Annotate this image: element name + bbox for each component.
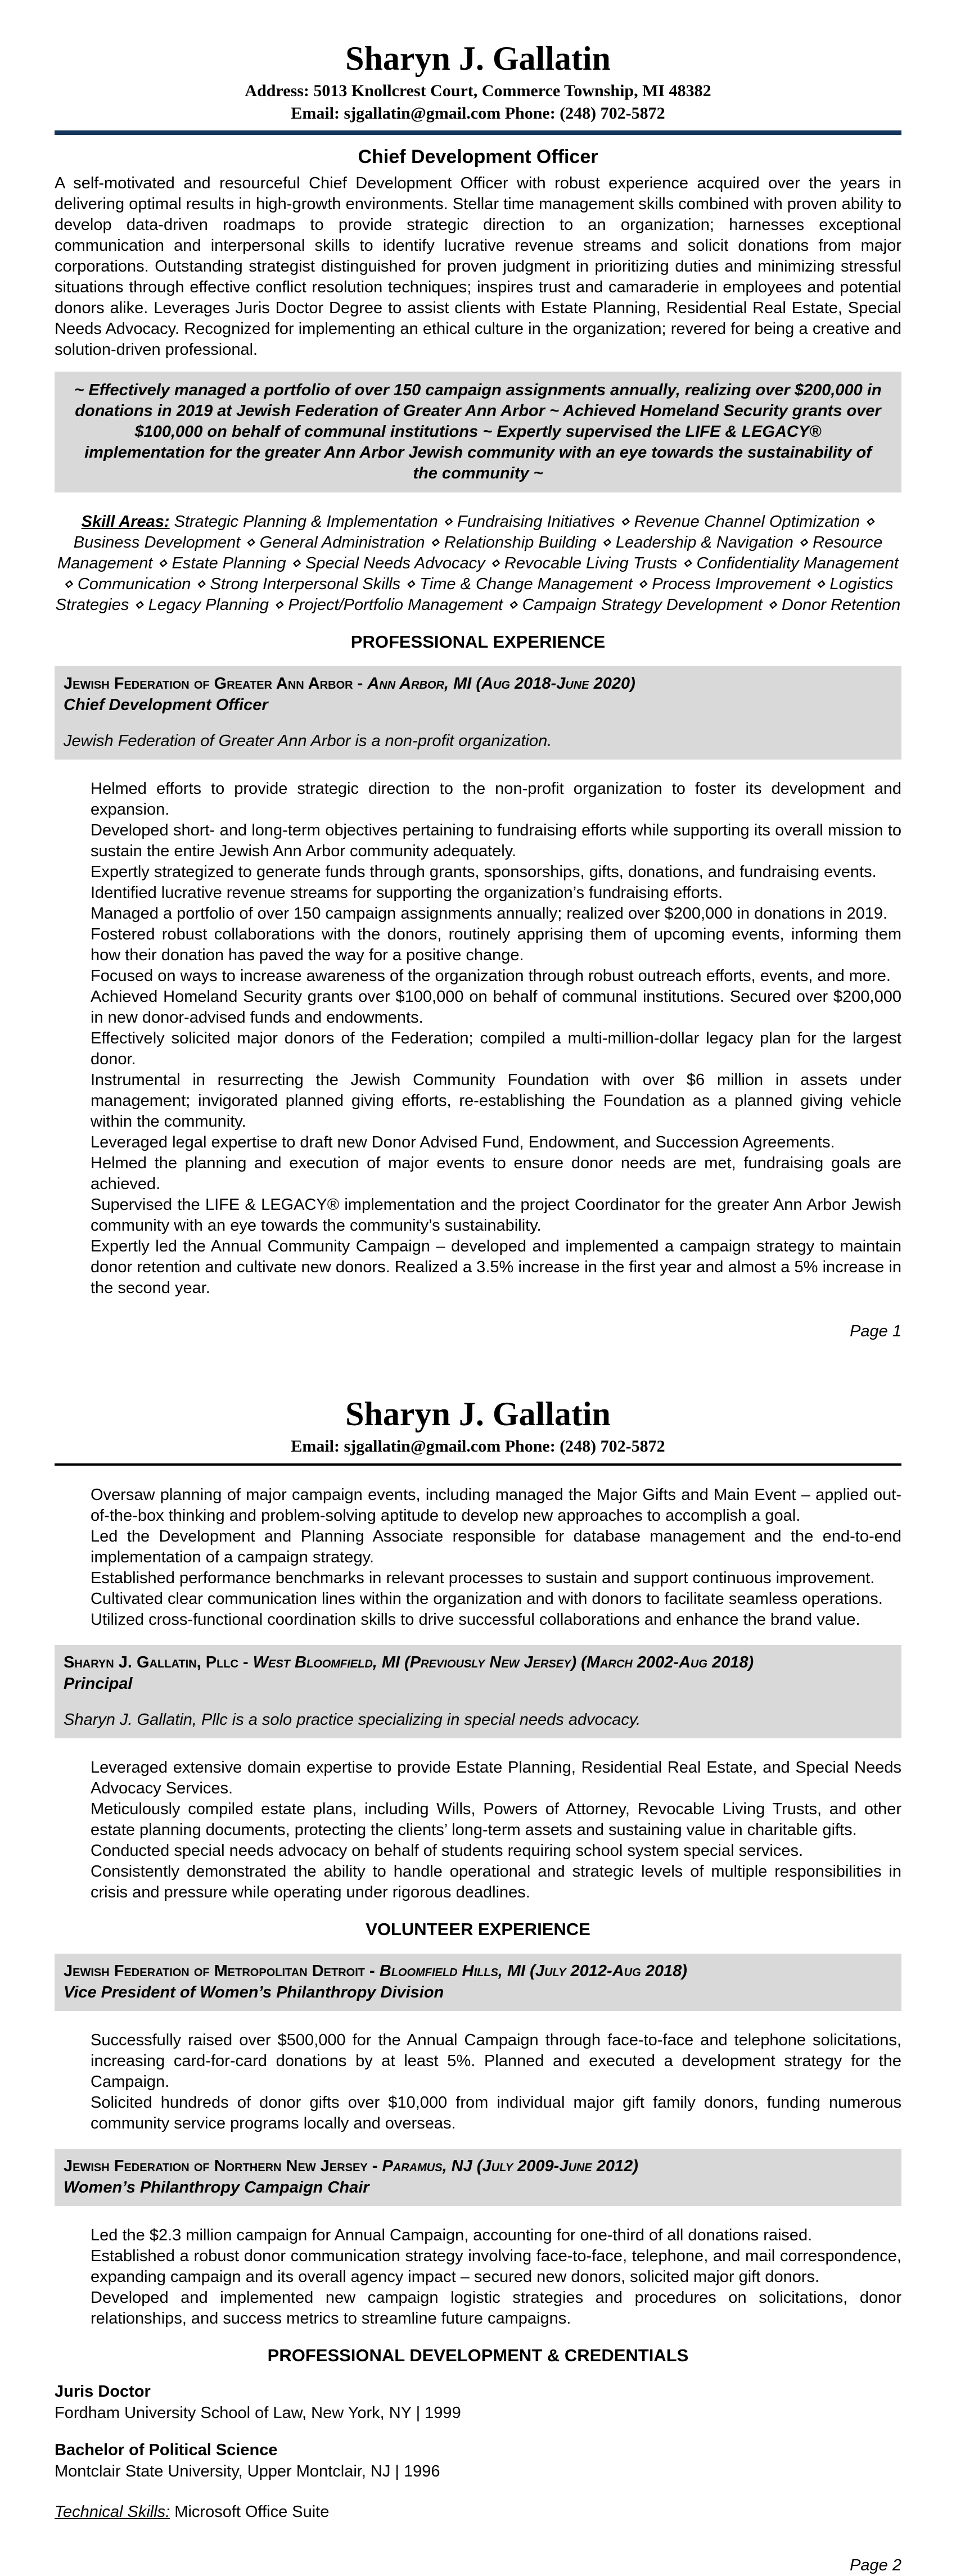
job-duty-item: Established performance benchmarks in relevant processes to sustain and support continuous improvement. (91, 1569, 875, 1587)
candidate-name: Sharyn J. Gallatin (345, 40, 611, 77)
volunteer-duty-item: Led the $2.3 million campaign for Annual Campaign, accounting for one-third of all donations raised. (91, 2226, 813, 2244)
job-duty-item: Fostered robust collaborations with the donors, routinely apprising them of upcoming events, informing them how their donation has paved the way for a positive change. (91, 925, 901, 964)
skill-areas (55, 512, 901, 616)
technical-skills (55, 2501, 901, 2523)
job-org-line (64, 1652, 892, 1673)
job-duty-item: Utilized cross-functional coordination skills to drive successful collaborations and enhance the brand value. (91, 1611, 860, 1629)
job-duty-item: Leveraged legal expertise to draft new Donor Advised Fund, Endowment, and Succession Agreements. (91, 1133, 835, 1151)
job-duty-item: Identified lucrative revenue streams for supporting the organization’s fundraising efforts. (91, 884, 723, 902)
volunteer-duty-item: Successfully raised over $500,000 for the Annual Campaign through face-to-face and telephone solicitations, increasing card-for-card donations by at least 5%. Planned and executed a development strategy for the Campaign. (91, 2031, 901, 2091)
job-duty-list (55, 779, 901, 1299)
job-duty-item: Led the Development and Planning Associate responsible for database management and the end-to-end implementation of a campaign strategy. (91, 1527, 901, 1566)
education-entry-bachelor (55, 2439, 901, 2482)
professional-summary: A self-motivated and resourceful Chief Development Officer with robust experience acquired over the years in delivering optimal results in high-growth environments. Stellar time management skills combined with proven ability to develop data-driven roadmaps to provide strategic direction to an organization; harnesses exceptional communication and interpersonal skills to identify lucrative revenue streams and solicit donations from major corporations. Outstanding strategist distinguished for proven judgment in prioritizing duties and minimizing stressful situations through effective conflict resolution techniques; inspires trust and camaraderie in employees and potential donors alike. Leverages Juris Doctor Degree to assist clients with Estate Planning, Residential Real Estate, Special Needs Advocacy. Recognized for implementing an ethical culture in the organization; revered for being a creative and solution-driven professional. (55, 174, 901, 359)
job-org-name: Jewish Federation of Greater Ann Arbor - (64, 675, 368, 693)
job-org-name: Jewish Federation of Northern New Jersey - (64, 2157, 382, 2175)
job-org-description: Sharyn J. Gallatin, Pllc is a solo practice specializing in special needs advocacy. (64, 1711, 641, 1729)
job-duty-item: Cultivated clear communication lines within the organization and with donors to facilitate seamless operations. (91, 1590, 883, 1608)
job-duty-item: Developed short- and long-term objectives pertaining to fundraising efforts while supporting its overall mission to sustain the entire Jewish Ann Arbor community adequately. (91, 821, 901, 860)
job-duty-item: Achieved Homeland Security grants over $100,000 on behalf of communal institutions. Secured over $200,000 in new donor-advised funds and endowments. (91, 988, 901, 1027)
technical-skills-label: Technical Skills: (55, 2503, 170, 2521)
job-duty-item: Consistently demonstrated the ability to handle operational and strategic levels of multiple responsibilities in crisis and pressure while operating under rigorous deadlines. (91, 1863, 901, 1901)
job-duty-item: Expertly strategized to generate funds through grants, sponsorships, gifts, donations, and fundraising events. (91, 863, 877, 881)
education-entry-juris-doctor (55, 2381, 901, 2424)
section-professional-experience: PROFESSIONAL EXPERIENCE (350, 632, 606, 652)
school-line: Montclair State University, Upper Montclair, NJ | 1996 (55, 2462, 440, 2480)
volunteer-duty-item: Developed and implemented new campaign logistic strategies and procedures on solicitations, donor relationships, and success metrics to streamline future campaigns. (91, 2289, 901, 2328)
page-1-marker: Page 1 (850, 1322, 901, 1340)
job-location-dates: Ann Arbor, MI (Aug 2018-June 2020) (367, 675, 635, 693)
job-org-line (64, 673, 892, 694)
job-duty-item: Expertly led the Annual Community Campaign – developed and implemented a campaign strategy to maintain donor retention and cultivate new donors. Realized a 3.5% increase in the first year and almost a 5% increase in the second year. (91, 1237, 901, 1297)
page-2-marker: Page 2 (850, 2556, 901, 2574)
skill-areas-label: Skill Areas: (81, 513, 170, 531)
header-rule-black (55, 1463, 901, 1466)
volunteer-header-northern-nj (55, 2149, 901, 2206)
job-duty-item: Instrumental in resurrecting the Jewish Community Foundation with over $6 million in assets under management; invigorated planned giving efforts, re-establishing the Foundation as a planned giving vehicle within the community. (91, 1071, 901, 1131)
job-title: Vice President of Women’s Philanthropy Division (64, 1983, 444, 2001)
job-duty-item: Effectively solicited major donors of the Federation; compiled a multi-million-dollar legacy plan for the largest donor. (91, 1029, 901, 1068)
technical-skills-value: Microsoft Office Suite (170, 2503, 330, 2521)
job-duty-item: Oversaw planning of major campaign events, including managed the Major Gifts and Main Event – applied out-of-the-box thinking and problem-solving aptitude to develop new approaches to accomplish a goal. (91, 1486, 901, 1525)
job-duty-item: Conducted special needs advocacy on behalf of students requiring school system special services. (91, 1842, 804, 1860)
header-rule-navy (55, 130, 901, 135)
volunteer-duty-item: Established a robust donor communication strategy involving face-to-face, telephone, and mail correspondence, expanding campaign and its overall agency impact – secured new donors, solicited major gift donors. (91, 2247, 901, 2286)
contact-line: Email: sjgallatin@gmail.com Phone: (248) 702-5872 (291, 104, 665, 123)
degree-name: Bachelor of Political Science (55, 2441, 278, 2459)
job-org-line (64, 1960, 892, 1982)
degree-name: Juris Doctor (55, 2383, 151, 2401)
job-title: Principal (64, 1675, 133, 1693)
job-location-dates: Paramus, NJ (July 2009-June 2012) (382, 2157, 638, 2175)
job-header-greater-ann-arbor (55, 666, 901, 760)
job-duty-item: Supervised the LIFE & LEGACY® implementation and the project Coordinator for the greater Ann Arbor Jewish community with an eye towards the community’s sustainability. (91, 1196, 901, 1235)
contact-line-page2: Email: sjgallatin@gmail.com Phone: (248) 702-5872 (291, 1437, 665, 1456)
job-org-description: Jewish Federation of Greater Ann Arbor is a non-profit organization. (64, 732, 552, 750)
job-header-gallatin-pllc (55, 1645, 901, 1738)
achievements-highlight-box: ~ Effectively managed a portfolio of over 150 campaign assignments annually, realizing over $200,000 in donations in 2019 at Jewish Federation of Greater Ann Arbor ~ Achieved Homeland Security grants over $100,000 on behalf of communal institutions ~ Expertly supervised the LIFE & LEGACY® implementation for the greater Ann Arbor Jewish community with an eye towards the sustainability of the community ~ (55, 372, 901, 492)
job-duty-list (55, 1757, 901, 1903)
section-professional-development: PROFESSIONAL DEVELOPMENT & CREDENTIALS (267, 2345, 689, 2365)
job-location-dates: West Bloomfield, MI (Previously New Jersey) (March 2002-Aug 2018) (252, 1653, 754, 1671)
volunteer-duty-list (55, 2225, 901, 2329)
candidate-name-page2: Sharyn J. Gallatin (345, 1395, 611, 1432)
volunteer-duty-item: Solicited hundreds of donor gifts over $10,000 from individual major gift family donors, funding numerous community service programs locally and overseas. (91, 2094, 901, 2132)
document-title: Chief Development Officer (358, 146, 598, 168)
address-line: Address: 5013 Knollcrest Court, Commerce Township, MI 48382 (245, 82, 711, 100)
job-org-name: Sharyn J. Gallatin, Pllc - (64, 1653, 253, 1671)
job-duty-item: Meticulously compiled estate plans, including Wills, Powers of Attorney, Revocable Living Trusts, and other estate planning documents, protecting the clients’ long-term assets and sustaining value in charitable gifts. (91, 1800, 901, 1839)
job-org-line (64, 2155, 892, 2177)
section-volunteer-experience: VOLUNTEER EXPERIENCE (366, 1919, 590, 1939)
job-title: Chief Development Officer (64, 696, 268, 714)
job-org-name: Jewish Federation of Metropolitan Detroit - (64, 1962, 380, 1980)
job-location-dates: Bloomfield Hills, MI (July 2012-Aug 2018) (379, 1962, 687, 1980)
job-title: Women’s Philanthropy Campaign Chair (64, 2179, 369, 2197)
job-duty-item: Helmed the planning and execution of major events to ensure donor needs are met, fundraising goals are achieved. (91, 1154, 901, 1193)
job-duty-list-continued (55, 1485, 901, 1630)
page-break-spacer (55, 1342, 901, 1396)
school-line: Fordham University School of Law, New York, NY | 1999 (55, 2404, 461, 2422)
job-duty-item: Helmed efforts to provide strategic direction to the non-profit organization to foster its development and expansion. (91, 780, 901, 819)
job-duty-item: Leveraged extensive domain expertise to provide Estate Planning, Residential Real Estate, and Special Needs Advocacy Services. (91, 1759, 901, 1797)
volunteer-header-metro-detroit (55, 1954, 901, 2011)
job-duty-item: Managed a portfolio of over 150 campaign assignments annually; realized over $200,000 in donations in 2019. (91, 905, 888, 923)
volunteer-duty-list (55, 2030, 901, 2134)
skill-areas-list: Strategic Planning & Implementation ⋄ Fundraising Initiatives ⋄ Revenue Channel Optimization ⋄ Business Development ⋄ General Administration ⋄ Relationship Building ⋄ Leadership & Navigation ⋄ Resource Management ⋄ Estate Planning ⋄ Special Needs Advocacy ⋄ Revocable Living Trusts ⋄ Confidentiality Management ⋄ Communication ⋄ Strong Interpersonal Skills ⋄ Time & Change Management ⋄ Process Improvement ⋄ Logistics Strategies ⋄ Legacy Planning ⋄ Project/Portfolio Management ⋄ Campaign Strategy Development ⋄ Donor Retention (55, 513, 901, 614)
job-duty-item: Focused on ways to increase awareness of the organization through robust outreach efforts, events, and more. (91, 967, 891, 985)
